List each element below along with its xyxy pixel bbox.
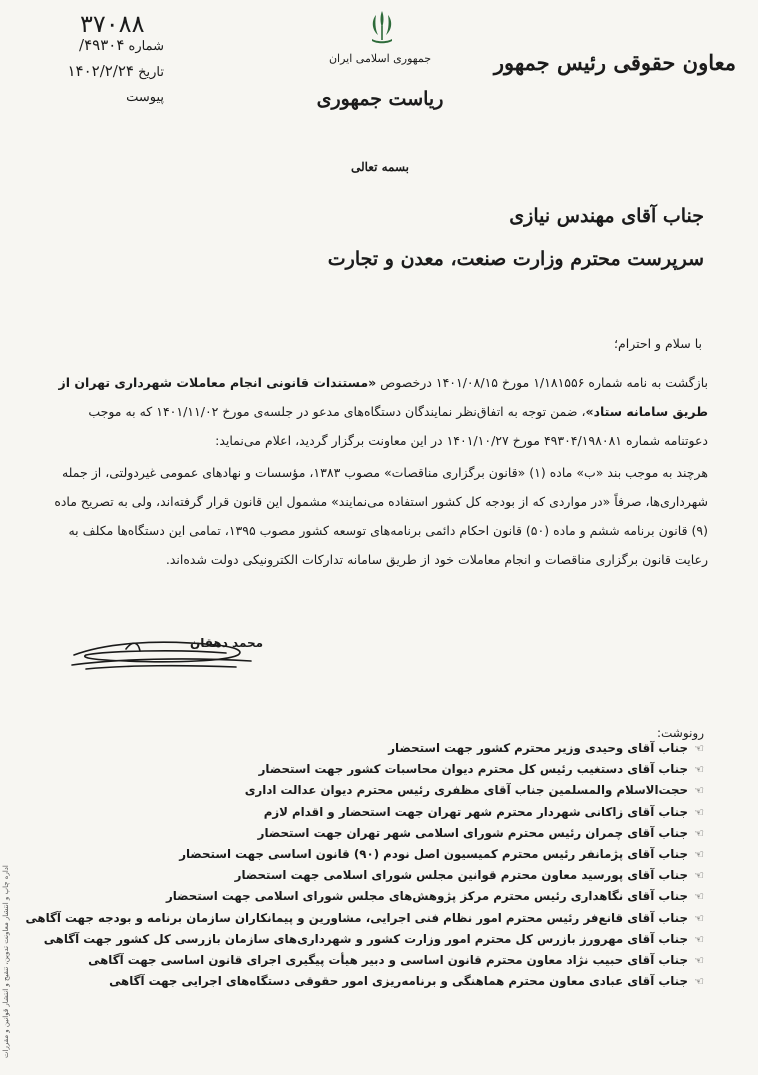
hand-pointer-icon: ☜ xyxy=(694,953,704,967)
attachment-row xyxy=(126,90,164,105)
hand-pointer-icon: ☜ xyxy=(694,763,704,777)
cc-title: رونوشت: xyxy=(656,726,704,740)
paragraph-2-line-3: (۹) قانون برنامه ششم و ماده (۵۰) قانون احکام دائمی برنامه‌های توسعه کشور مصوب ۱۳۹۵، تمامی این دستگاه‌ها مکلف به xyxy=(68,523,708,538)
hand-pointer-icon: ☜ xyxy=(694,784,704,798)
cc-item-text: جناب آقای پورسید معاون محترم قوانین مجلس شورای اسلامی جهت استحضار xyxy=(234,868,688,883)
cc-item-text: جناب آقای دستغیب رئیس کل محترم دیوان محاسبات کشور جهت استحضار xyxy=(258,762,688,777)
cc-item-text: جناب آقای نگاهداری رئیس محترم مرکز پژوهش‌های مجلس شورای اسلامی جهت استحضار xyxy=(165,889,688,904)
signer-name: محمد دهقان xyxy=(190,636,264,650)
number-row xyxy=(73,36,164,54)
cc-item xyxy=(66,759,706,780)
cc-item-text: جناب آقای عبادی معاون محترم هماهنگی و برنامه‌ریزی امور حقوقی دستگاه‌های اجرایی جهت آگاهی xyxy=(109,974,688,989)
attachment-label: پیوست xyxy=(126,90,164,105)
recipient-title: سرپرست محترم وزارت صنعت، معدن و تجارت xyxy=(327,248,704,270)
cc-item xyxy=(66,823,706,844)
hand-pointer-icon: ☜ xyxy=(694,932,704,946)
cc-list xyxy=(25,738,706,992)
date-label: تاریخ xyxy=(138,65,164,80)
side-note: اداره چاپ و انتشار معاونت تدوین، تنقیح و انتشار قوانین و مقررات xyxy=(2,865,10,1058)
invocation: بسمه تعالی xyxy=(350,160,410,174)
hand-pointer-icon: ☜ xyxy=(694,826,704,840)
paragraph-text: ، ضمن توجه به اتفاق‌نظر نمایندگان دستگاه‌های مدعو در جلسه‌ی مورخ ۱۴۰۱/۱۱/۰۲ که به موجب xyxy=(88,404,586,419)
iran-emblem-icon xyxy=(363,8,401,48)
country-name: جمهوری اسلامی ایران xyxy=(328,52,432,65)
cc-item xyxy=(66,738,706,759)
org-name: ریاست جمهوری xyxy=(316,88,444,110)
cc-item xyxy=(25,908,706,929)
cc-item-text: جناب آقای حبیب نژاد معاون محترم قانون اساسی و دبیر هیأت پیگیری اجرای قانون اساسی جهت آگاهی xyxy=(88,952,688,967)
paragraph-text: بازگشت به نامه شماره ۱/۱۸۱۵۵۶ مورخ ۱۴۰۱/۰۸/۱۵ درخصوص xyxy=(380,375,708,390)
paragraph-2-line-2: شهرداری‌ها، صرفاً «در مواردی که از بودجه کل کشور استفاده می‌نمایند» مشمول این قانون قرار گرفته‌اند، ولی به تصریح ماده xyxy=(54,494,708,509)
subject-text: «مستندات قانونی انجام معاملات شهرداری تهران از xyxy=(58,375,377,390)
number-label: شماره xyxy=(128,39,164,54)
cc-item xyxy=(66,865,706,886)
department-title: معاون حقوقی رئیس جمهور xyxy=(493,50,736,75)
cc-item-text: حجت‌الاسلام والمسلمین جناب آقای مظفری رئیس محترم دیوان عدالت اداری xyxy=(244,783,688,798)
hand-pointer-icon: ☜ xyxy=(694,890,704,904)
hand-pointer-icon: ☜ xyxy=(694,911,704,925)
recipient-name: جناب آقای مهندس نیازی xyxy=(509,205,704,227)
paragraph-1-line-3: دعوتنامه شماره ۴۹۳۰۴/۱۹۸۰۸۱ مورخ ۱۴۰۱/۱۰/۲۷ در این معاونت برگزار گردید، اعلام می‌نماید: xyxy=(215,433,708,448)
cc-item-text: جناب آقای قانع‌فر رئیس محترم امور نظام فنی اجرایی، مشاورین و پیمانکاران سازمان برنامه و بودجه جهت آگاهی xyxy=(25,910,688,925)
hand-pointer-icon: ☜ xyxy=(694,742,704,755)
cc-item-text: جناب آقای مهرورز بازرس کل محترم امور وزارت کشور و شهرداری‌های سازمان بازرسی کل کشور جهت آگاهی xyxy=(43,931,688,946)
date-value: ۱۴۰۲/۲/۲۴ xyxy=(67,62,134,80)
paragraph-1-line-2 xyxy=(38,399,708,425)
hand-pointer-icon: ☜ xyxy=(694,847,704,861)
cc-item-text: جناب آقای چمران رئیس محترم شورای اسلامی شهر تهران جهت استحضار xyxy=(257,825,688,840)
number-value: ۴۹۳۰۴/ xyxy=(79,36,125,54)
cc-item-text: جناب آقای پژمانفر رئیس محترم کمیسیون اصل نودم (۹۰) قانون اساسی جهت استحضار xyxy=(179,846,688,861)
cc-item xyxy=(66,844,706,865)
cc-item xyxy=(66,780,706,801)
letter-number-handwritten: ۳۷۰۸۸ xyxy=(80,10,145,38)
paragraph-1-line-1 xyxy=(38,370,708,396)
hand-pointer-icon: ☜ xyxy=(694,975,704,989)
cc-item xyxy=(66,971,706,992)
cc-item xyxy=(66,886,706,907)
cc-item xyxy=(66,950,706,971)
paragraph-2-line-1: هرچند به موجب بند «ب» ماده (۱) «قانون برگزاری مناقصات» مصوب ۱۳۸۳، مؤسسات و نهادهای عمومی غیردولتی، از جمله xyxy=(61,465,708,480)
cc-item xyxy=(66,802,706,823)
cc-item xyxy=(43,929,706,950)
hand-pointer-icon: ☜ xyxy=(694,805,704,819)
handwritten-signature xyxy=(66,625,266,685)
hand-pointer-icon: ☜ xyxy=(694,869,704,883)
paragraph-2-line-4: رعایت قانون برگزاری مناقصات و انجام معاملات خود از طریق سامانه تدارکات الکترونیکی دولت شده‌اند. xyxy=(165,552,708,567)
salutation: با سلام و احترام؛ xyxy=(614,336,702,351)
cc-item-text: جناب آقای زاکانی شهردار محترم شهر تهران جهت استحضار و اقدام لازم xyxy=(263,804,688,819)
date-row xyxy=(61,62,164,80)
cc-item-text: جناب آقای وحیدی وزیر محترم کشور جهت استحضار xyxy=(388,741,688,755)
subject-text: طریق سامانه ستاد» xyxy=(585,404,708,419)
